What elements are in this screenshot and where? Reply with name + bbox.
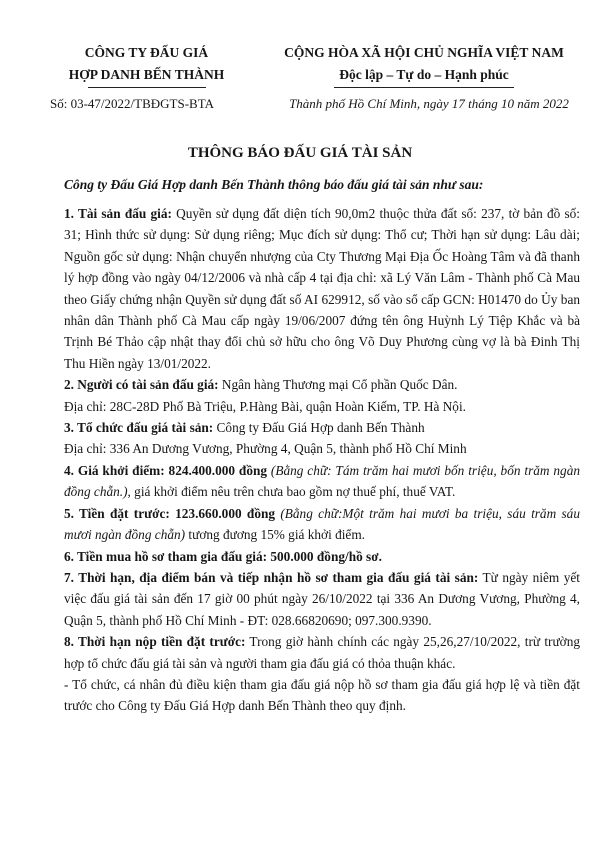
- intro-line: Công ty Đấu Giá Hợp danh Bến Thành thông báo đấu giá tài sản như sau:: [64, 177, 484, 192]
- org-underline: [88, 87, 206, 88]
- national-header: [268, 42, 580, 88]
- section-asset-owner: [64, 374, 580, 395]
- dossier-time-label: 7. Thời hạn, địa điểm bán và tiếp nhận hồ sơ tham gia đấu giá tài sản:: [64, 569, 479, 585]
- section-starting-price: [64, 460, 580, 503]
- eligibility-note: - Tổ chức, cá nhân đủ điều kiện tham gia đấu giá nộp hồ sơ tham gia đấu giá hợp lệ và tiền đặt trước cho Công ty Đấu Giá Hợp danh Bến Thành theo quy định.: [64, 676, 580, 714]
- date-line: Thành phố Hồ Chí Minh, ngày 17 tháng 10 năm 2022: [289, 96, 569, 111]
- section-dossier-fee: [64, 546, 580, 567]
- dossier-time-text: Từ ngày niêm yết việc đấu giá tài sản đến 17 giờ 00 phút ngày 26/10/2022 tại 336 An Dương Vương, Phường 4, Quận 5, thành phố Hồ Chí Minh - ĐT: 028.66820690; 097.300.9390.: [64, 569, 580, 628]
- section-auction-org: [64, 417, 580, 438]
- section-asset-text: Quyền sử dụng đất diện tích 90,0m2 thuộc thửa đất số: 237, tờ bản đồ số: 31; Hình thức sử dụng: Sử dụng riêng; Mục đích sử dụng: Thổ cư; Thời hạn sử dụng: Lâu dài; Nguồn gốc sử dụng: Nhận chuyển nhượng của Cty Thương Mại Địa Ốc Hoàng Tâm và đã thanh lý hợp đồng vào ngày 04/12/2006 và nhà cấp 4 tại địa chỉ: xã Lý Văn Lâm - Thành phố Cà Mau theo Giấy chứng nhận Quyền sử dụng đất số AI 629912, số vào sổ cấp GCN: H01470 do Ủy ban nhân dân Thành phố Cà Mau cấp ngày 19/06/2007 đứng tên ông Huỳnh Lý Tiệp Khắc và bà Trịnh Bé Thảo cập nhật thay đổi chủ sở hữu cho ông Võ Duy Phương cùng vợ là bà Đinh Thị Thu Hiền ngày 13/01/2022.: [64, 206, 580, 371]
- section-deposit-deadline: [64, 631, 580, 674]
- section-owner-label: 2. Người có tài sản đấu giá:: [64, 377, 219, 393]
- org-name-line1: CÔNG TY ĐẤU GIÁ: [84, 45, 209, 60]
- dossier-fee-label: 6. Tiền mua hồ sơ tham gia đấu giá: 500.000 đồng/hồ sơ.: [64, 548, 382, 564]
- deposit-text: tương đương 15% giá khởi điểm.: [185, 527, 366, 543]
- org-address: Địa chỉ: 336 An Dương Vương, Phường 4, Quận 5, thành phố Hồ Chí Minh: [64, 441, 467, 457]
- organization-header: [44, 42, 249, 88]
- section-deposit: [64, 503, 580, 546]
- section-owner-text: Ngân hàng Thương mại Cổ phần Quốc Dân.: [218, 377, 458, 393]
- document-title: THÔNG BÁO ĐẤU GIÁ TÀI SẢN: [187, 145, 413, 161]
- document-number: Số: 03-47/2022/TBĐGTS-BTA: [50, 96, 214, 111]
- national-motto: Độc lập – Tự do – Hạnh phúc: [339, 67, 509, 82]
- section-org-label: 3. Tổ chức đấu giá tài sản:: [64, 420, 214, 436]
- section-asset-label: 1. Tài sản đấu giá:: [64, 206, 172, 221]
- deposit-words: (Bằng chữ:Một trăm hai mươi ba triệu, sáu trăm sáu mươi ngàn đồng chẵn): [64, 505, 580, 543]
- starting-price-words: (Bằng chữ: Tám trăm hai mươi bốn triệu, bốn trăm ngàn đồng chẵn.): [64, 462, 580, 500]
- section-dossier-time-place: [64, 567, 580, 631]
- deposit-label: 5. Tiền đặt trước: 123.660.000 đồng: [64, 505, 276, 521]
- motto-underline: [334, 87, 514, 88]
- deposit-deadline-label: 8. Thời hạn nộp tiền đặt trước:: [64, 634, 246, 650]
- org-name-line2: HỢP DANH BẾN THÀNH: [68, 67, 225, 82]
- starting-price-text: , giá khởi điểm nêu trên chưa bao gồm nợ thuế phí, thuế VAT.: [127, 484, 456, 500]
- starting-price-label: 4. Giá khởi điểm: 824.400.000 đồng: [64, 462, 268, 478]
- document-body: [64, 203, 580, 717]
- nation-name: CỘNG HÒA XÃ HỘI CHỦ NGHĨA VIỆT NAM: [284, 45, 564, 60]
- section-asset: [64, 203, 580, 374]
- deposit-deadline-text: Trong giờ hành chính các ngày 25,26,27/10/2022, trừ trường hợp tổ chức đấu giá tài sản và người tham gia đấu giá có thỏa thuận khác.: [64, 634, 580, 671]
- owner-address: Địa chỉ: 28C-28D Phố Bà Triệu, P.Hàng Bài, quận Hoàn Kiếm, TP. Hà Nội.: [64, 398, 466, 414]
- section-org-text: Công ty Đấu Giá Hợp danh Bến Thành: [213, 420, 425, 436]
